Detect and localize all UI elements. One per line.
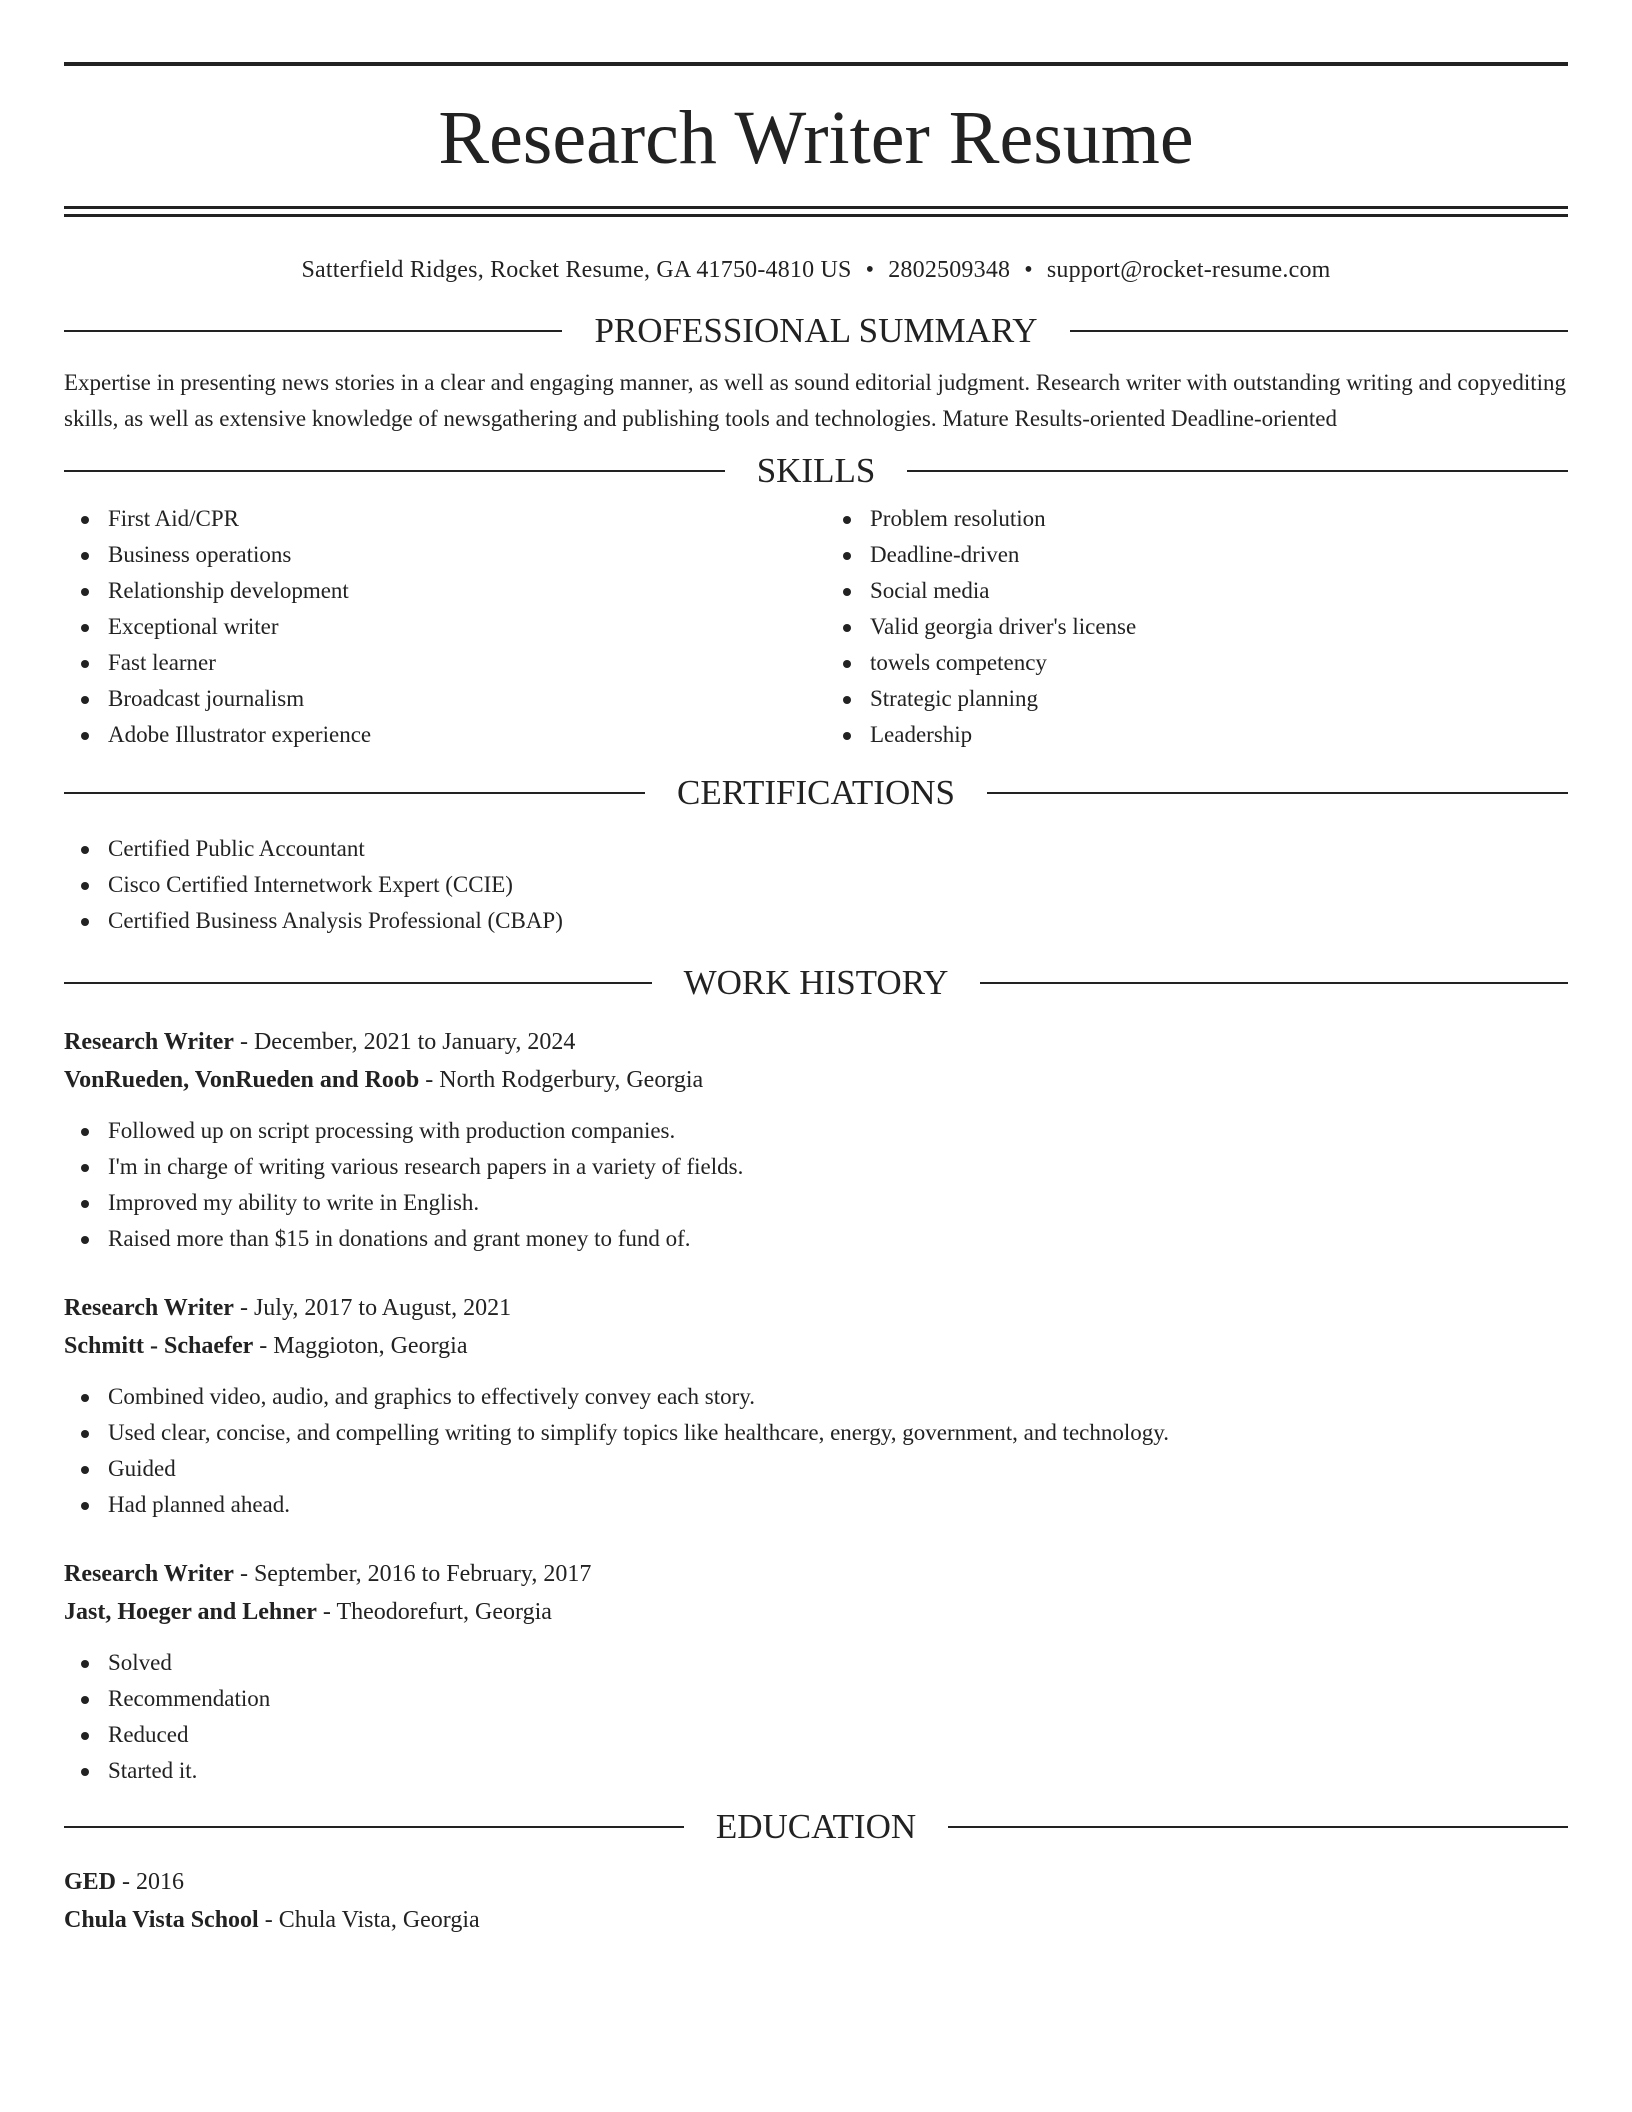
skill-item: Broadcast journalism bbox=[64, 681, 816, 717]
certification-item: Certified Public Accountant bbox=[64, 831, 1568, 867]
job-location: - North Rodgerbury, Georgia bbox=[419, 1067, 704, 1093]
job-company: VonRueden, VonRueden and Roob bbox=[64, 1067, 420, 1093]
heading-rule bbox=[1070, 330, 1568, 332]
job-duty: Guided bbox=[64, 1451, 1568, 1487]
job-company: Jast, Hoeger and Lehner bbox=[64, 1599, 317, 1625]
heading-rule bbox=[64, 1826, 684, 1828]
skills-grid bbox=[64, 501, 1568, 753]
job-title: Research Writer bbox=[64, 1561, 234, 1587]
job-duty: Reduced bbox=[64, 1717, 1568, 1753]
job-duties bbox=[64, 1379, 1568, 1523]
section-education-heading bbox=[64, 1805, 1568, 1849]
heading-rule bbox=[907, 470, 1568, 472]
job-duties bbox=[64, 1645, 1568, 1789]
skills-list-left bbox=[64, 501, 816, 753]
contact-separator: • bbox=[865, 257, 875, 283]
job-duty: Started it. bbox=[64, 1753, 1568, 1789]
contact-address: Satterfield Ridges, Rocket Resume, GA 41750-4810 US bbox=[301, 257, 852, 283]
job-entry bbox=[64, 1023, 1568, 1257]
heading-rule bbox=[64, 330, 562, 332]
job-dates: - December, 2021 to January, 2024 bbox=[233, 1029, 576, 1055]
skill-item: Exceptional writer bbox=[64, 609, 816, 645]
job-company-line bbox=[64, 1061, 1568, 1099]
summary-text: Expertise in presenting news stories in a clear and engaging manner, as well as sound editorial judgment. Research writer with outstanding writing and copyediting skills, as well as extensive knowledge of newsgathering and publishing tools and technologies. Mature Results-oriented Deadline-oriented bbox=[64, 370, 1566, 431]
job-title: Research Writer bbox=[64, 1029, 234, 1055]
skill-item: Adobe Illustrator experience bbox=[64, 717, 816, 753]
skill-item: Valid georgia driver's license bbox=[826, 609, 1568, 645]
title-double-rule bbox=[64, 206, 1568, 217]
section-title: CERTIFICATIONS bbox=[677, 773, 955, 812]
skills-list-right bbox=[816, 501, 1568, 753]
contact-separator: • bbox=[1024, 257, 1033, 283]
contact-line bbox=[64, 255, 1568, 285]
section-work-heading bbox=[64, 961, 1568, 1005]
section-title: PROFESSIONAL SUMMARY bbox=[594, 311, 1038, 350]
education-entry bbox=[64, 1863, 1568, 1939]
job-entry bbox=[64, 1289, 1568, 1523]
contact-phone: 2802509348 bbox=[888, 257, 1011, 283]
certification-item: Cisco Certified Internetwork Expert (CCIE) bbox=[64, 867, 1568, 903]
section-certifications-heading bbox=[64, 771, 1568, 815]
section-title: WORK HISTORY bbox=[683, 963, 949, 1002]
skill-item: Relationship development bbox=[64, 573, 816, 609]
job-company-line bbox=[64, 1327, 1568, 1365]
job-entry bbox=[64, 1555, 1568, 1789]
skill-item: Fast learner bbox=[64, 645, 816, 681]
heading-rule bbox=[948, 1826, 1568, 1828]
top-rule bbox=[64, 62, 1568, 66]
skill-item: Problem resolution bbox=[826, 501, 1568, 537]
job-dates: - July, 2017 to August, 2021 bbox=[233, 1295, 512, 1321]
education-school: Chula Vista School bbox=[64, 1907, 259, 1933]
education-degree: GED bbox=[64, 1869, 117, 1895]
job-duty: Combined video, audio, and graphics to effectively convey each story. bbox=[64, 1379, 1568, 1415]
certifications-list bbox=[64, 831, 1568, 939]
job-location: - Theodorefurt, Georgia bbox=[316, 1599, 552, 1625]
job-title: Research Writer bbox=[64, 1295, 234, 1321]
job-dates: - September, 2016 to February, 2017 bbox=[233, 1561, 592, 1587]
job-duty: Followed up on script processing with production companies. bbox=[64, 1113, 1568, 1149]
section-title: EDUCATION bbox=[715, 1807, 917, 1846]
heading-rule bbox=[64, 470, 725, 472]
job-duty: Had planned ahead. bbox=[64, 1487, 1568, 1523]
resume-title: Research Writer Resume bbox=[438, 96, 1194, 180]
job-company: Schmitt - Schaefer bbox=[64, 1333, 254, 1359]
job-duties bbox=[64, 1113, 1568, 1257]
job-title-line bbox=[64, 1023, 1568, 1061]
section-summary-heading bbox=[64, 309, 1568, 353]
skill-item: Social media bbox=[826, 573, 1568, 609]
education-degree-line bbox=[64, 1863, 1568, 1901]
job-duty: Improved my ability to write in English. bbox=[64, 1185, 1568, 1221]
certification-item: Certified Business Analysis Professional (CBAP) bbox=[64, 903, 1568, 939]
job-duty: Raised more than $15 in donations and grant money to fund of. bbox=[64, 1221, 1568, 1257]
heading-rule bbox=[980, 982, 1568, 984]
skill-item: Deadline-driven bbox=[826, 537, 1568, 573]
heading-rule bbox=[64, 792, 645, 794]
contact-email: support@rocket-resume.com bbox=[1046, 257, 1331, 283]
skill-item: Strategic planning bbox=[826, 681, 1568, 717]
job-title-line bbox=[64, 1555, 1568, 1593]
heading-rule bbox=[987, 792, 1568, 794]
job-duty: Used clear, concise, and compelling writing to simplify topics like healthcare, energy, government, and technology. bbox=[64, 1415, 1568, 1451]
education-location: - Chula Vista, Georgia bbox=[258, 1907, 480, 1933]
section-skills-heading bbox=[64, 449, 1568, 493]
education-school-line bbox=[64, 1901, 1568, 1939]
job-duty: Recommendation bbox=[64, 1681, 1568, 1717]
section-title: SKILLS bbox=[756, 451, 876, 490]
job-duty: Solved bbox=[64, 1645, 1568, 1681]
skill-item: towels competency bbox=[826, 645, 1568, 681]
skill-item: Business operations bbox=[64, 537, 816, 573]
job-title-line bbox=[64, 1289, 1568, 1327]
job-duty: I'm in charge of writing various research papers in a variety of fields. bbox=[64, 1149, 1568, 1185]
skill-item: First Aid/CPR bbox=[64, 501, 816, 537]
skill-item: Leadership bbox=[826, 717, 1568, 753]
job-company-line bbox=[64, 1593, 1568, 1631]
education-year: - 2016 bbox=[116, 1869, 185, 1895]
job-location: - Maggioton, Georgia bbox=[253, 1333, 468, 1359]
heading-rule bbox=[64, 982, 652, 984]
